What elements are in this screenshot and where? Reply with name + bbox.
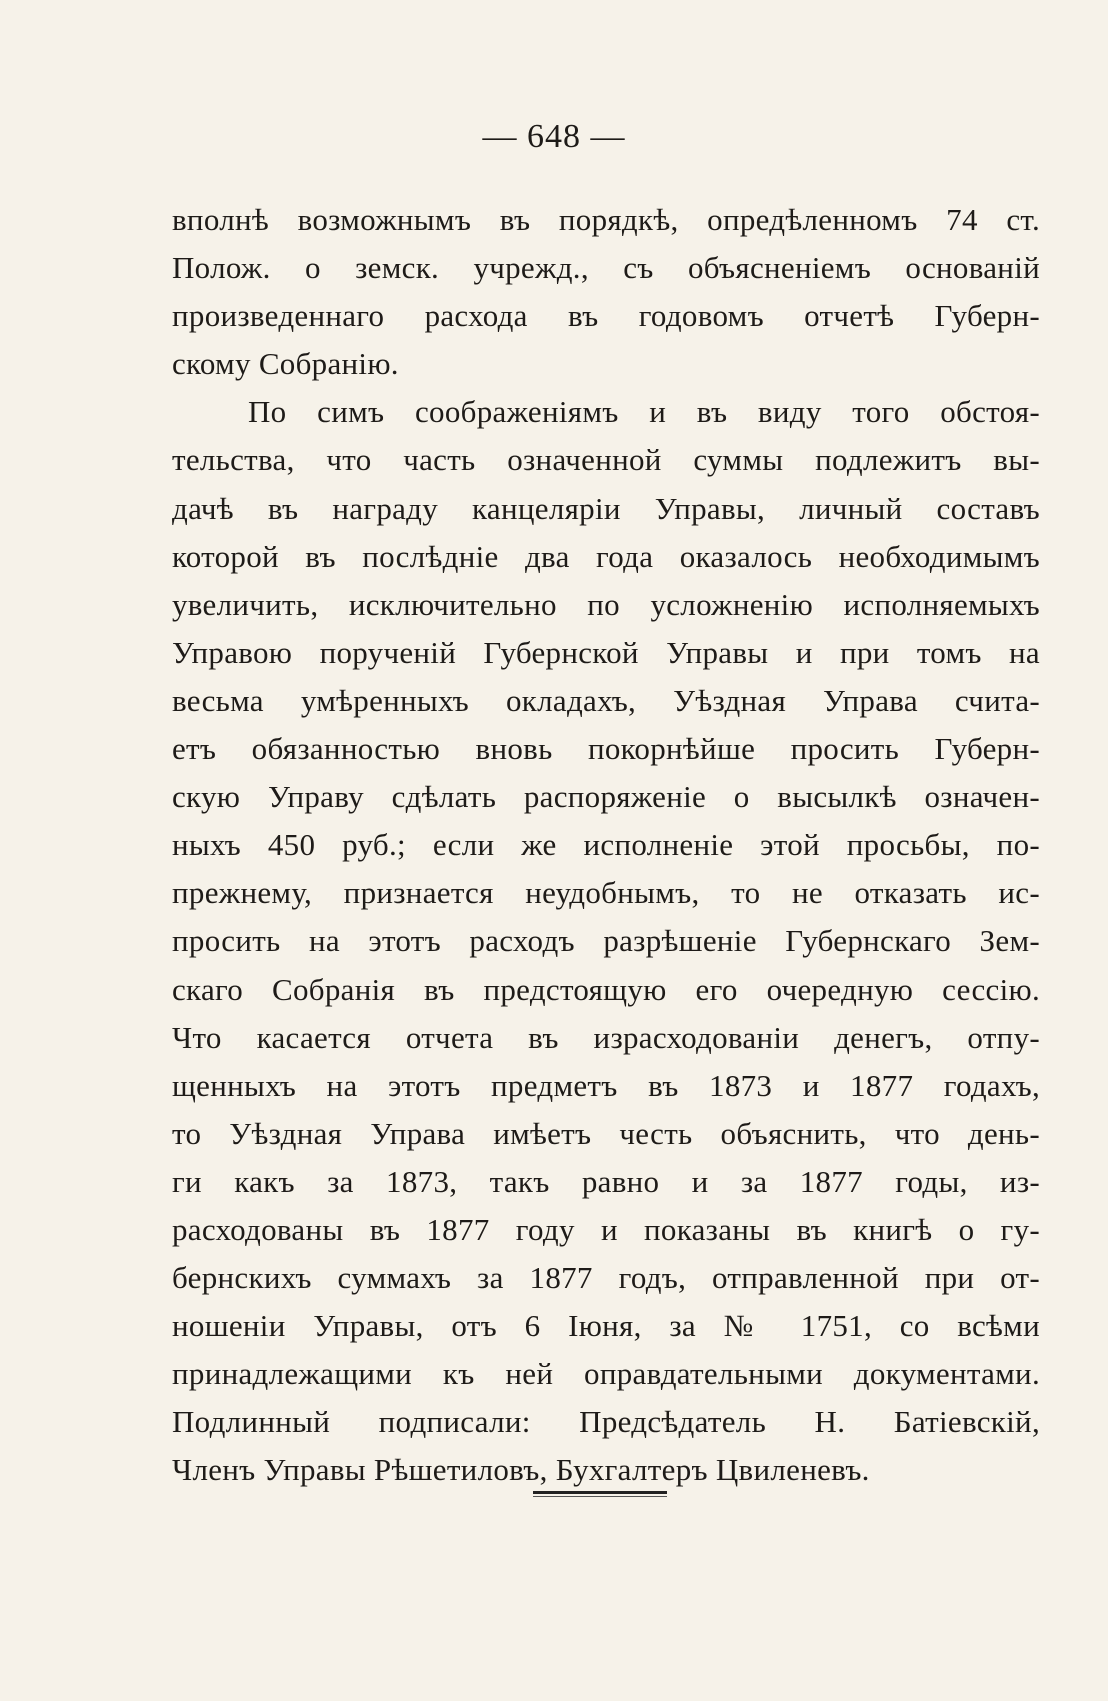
text-line: бернскихъ суммахъ за 1877 годъ, отправленной при от- — [172, 1260, 1040, 1296]
text-line: вполнѣ возможнымъ въ порядкѣ, опредѣленномъ 74 ст. — [172, 202, 1040, 237]
text-line: которой въ послѣдніе два года оказалось необходимымъ — [172, 538, 1040, 574]
text-line: то Уѣздная Управа имѣетъ честь объяснить, что день- — [172, 1115, 1040, 1151]
text-line: прежнему, признается неудобнымъ, то не отказать ис- — [172, 875, 1040, 911]
text-line: дачѣ въ награду канцеляріи Управы, личный составъ — [172, 490, 1040, 526]
text-line: просить на этотъ расходъ разрѣшеніе Губернскаго Зем- — [172, 923, 1040, 959]
text-line: Что касается отчета въ израсходованіи денегъ, отпу- — [172, 1019, 1040, 1055]
text-line: Подлинный подписали: Предсѣдатель Н. Батіевскій, — [172, 1404, 1040, 1440]
text-line: скаго Собранія въ предстоящую его очередную сессію. — [172, 971, 1040, 1007]
body-text — [172, 196, 1040, 1495]
text-line: скую Управу сдѣлать распоряженіе о высылкѣ означен- — [172, 779, 1040, 815]
text-line: принадлежащими къ ней оправдательными документами. — [172, 1356, 1040, 1392]
text-line: тельства, что часть означенной суммы подлежитъ вы- — [172, 442, 1040, 478]
section-divider — [533, 1491, 667, 1497]
text-line: произведеннаго расхода въ годовомъ отчетѣ Губерн- — [172, 298, 1040, 334]
text-line: ги какъ за 1873, такъ равно и за 1877 годы, из- — [172, 1163, 1040, 1199]
page-number: — 648 — — [482, 118, 626, 155]
text-line: ныхъ 450 руб.; если же исполненіе этой просьбы, по- — [172, 827, 1040, 863]
text-line: По симъ соображеніямъ и въ виду того обстоя- — [248, 394, 1040, 430]
text-line: увеличить, исключительно по усложненію исполняемыхъ — [172, 586, 1040, 622]
text-line: Членъ Управы Рѣшетиловъ, Бухгалтеръ Цвиленевъ. — [172, 1452, 870, 1488]
text-line: Управою порученій Губернской Управы и при томъ на — [172, 634, 1040, 670]
text-line: етъ обязанностью вновь покорнѣйше просить Губерн- — [172, 731, 1040, 767]
text-line: ношеніи Управы, отъ 6 Іюня, за № 1751, со всѣми — [172, 1308, 1040, 1344]
text-line: Полож. о земск. учрежд., съ объясненіемъ основаній — [172, 250, 1040, 286]
text-line: весьма умѣренныхъ окладахъ, Уѣздная Управа счита- — [172, 682, 1040, 718]
text-line: щенныхъ на этотъ предметъ въ 1873 и 1877 годахъ, — [172, 1067, 1040, 1103]
text-line: расходованы въ 1877 году и показаны въ книгѣ о гу- — [172, 1211, 1040, 1247]
text-line: скому Собранію. — [172, 346, 399, 382]
